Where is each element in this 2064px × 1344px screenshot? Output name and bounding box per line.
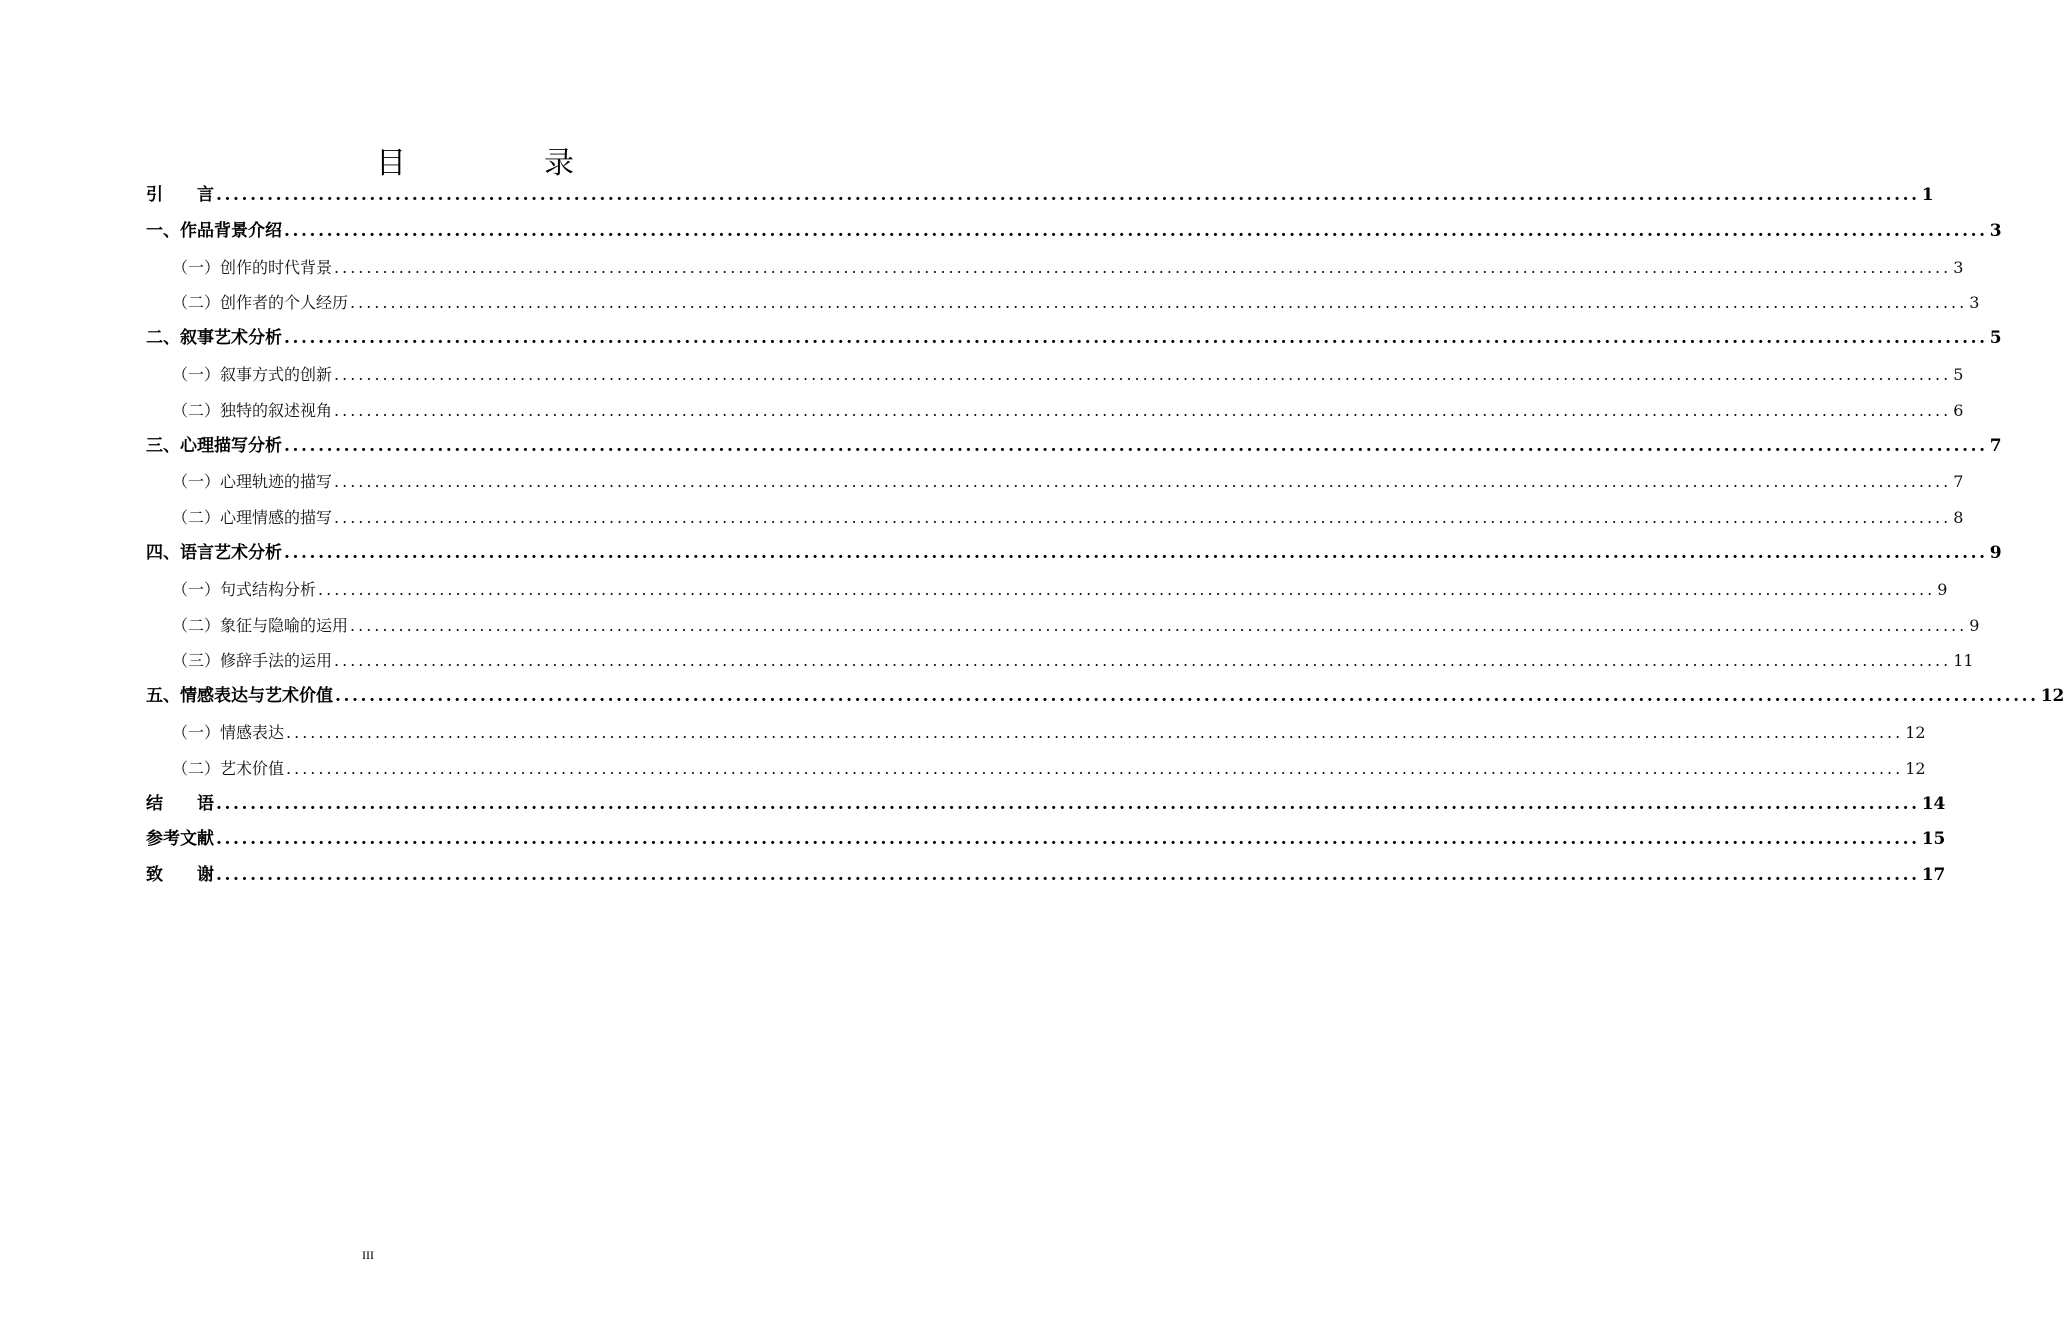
toc-entry-chapter[interactable] <box>146 429 2002 465</box>
toc-entry-label: （二）艺术价值 <box>172 758 285 778</box>
toc-leader-dots: ........................................................................................................................................................................................................ <box>334 400 1952 420</box>
toc-leader-dots: ........................................................................................................................................................................................................ <box>284 328 1988 349</box>
toc-entry-label: 致 谢 <box>146 865 214 886</box>
toc-entry-page: 9 <box>1989 542 2002 563</box>
toc-entry-chapter[interactable] <box>146 787 1946 823</box>
toc-entry-page: 3 <box>1989 220 2002 241</box>
toc-entry-section[interactable] <box>146 464 1964 500</box>
toc-entry-label: 参考文献 <box>146 829 214 850</box>
page-number: III <box>362 1248 374 1262</box>
toc-entry-section[interactable] <box>146 572 1948 608</box>
toc-entry-page: 3 <box>1969 293 1980 313</box>
toc-entry-label: 一、作品背景介绍 <box>146 220 282 241</box>
toc-entry-label: （二）独特的叙述视角 <box>172 400 333 420</box>
toc-entry-section[interactable] <box>146 250 1964 286</box>
toc-entry-label: （一）情感表达 <box>172 722 285 742</box>
toc-leader-dots: ........................................................................................................................................................................................................ <box>335 686 2039 707</box>
toc-entry-section[interactable] <box>146 715 1926 751</box>
toc-entry-chapter[interactable] <box>146 178 1934 214</box>
toc-leader-dots: ........................................................................................................................................................................................................ <box>334 651 1952 671</box>
toc-entry-page: 12 <box>2040 686 2064 707</box>
toc-leader-dots: ........................................................................................................................................................................................................ <box>318 579 1936 599</box>
toc-leader-dots: ........................................................................................................................................................................................................ <box>284 542 1988 563</box>
toc-leader-dots: ........................................................................................................................................................................................................ <box>334 472 1952 492</box>
toc-entry-page: 14 <box>1921 793 1946 814</box>
toc-entry-page: 9 <box>1969 615 1980 635</box>
toc-entry-chapter[interactable] <box>146 321 2002 357</box>
toc-entry-label: （一）创作的时代背景 <box>172 257 333 277</box>
toc-entry-label: （三）修辞手法的运用 <box>172 651 333 671</box>
toc-entry-page: 9 <box>1937 579 1948 599</box>
toc-leader-dots: ........................................................................................................................................................................................................ <box>284 220 1988 241</box>
toc-entry-label: （二）创作者的个人经历 <box>172 293 349 313</box>
toc-entry-page: 3 <box>1953 257 1964 277</box>
toc-entry-page: 15 <box>1921 829 1946 850</box>
toc-entry-page: 17 <box>1921 865 1946 886</box>
toc-entry-page: 5 <box>1989 328 2002 349</box>
toc-leader-dots: ........................................................................................................................................................................................................ <box>216 865 1920 886</box>
toc-entry-chapter[interactable] <box>146 858 1946 894</box>
toc-entry-section[interactable] <box>146 500 1964 536</box>
toc-entry-section[interactable] <box>146 285 1980 321</box>
toc-entry-label: （二）象征与隐喻的运用 <box>172 615 349 635</box>
toc-leader-dots: ........................................................................................................................................................................................................ <box>350 615 1968 635</box>
toc-entry-page: 12 <box>1905 758 1926 778</box>
toc-leader-dots: ........................................................................................................................................................................................................ <box>334 257 1952 277</box>
toc-entry-label: 四、语言艺术分析 <box>146 542 282 563</box>
toc-entry-page: 8 <box>1953 508 1964 528</box>
toc-entry-label: 结 语 <box>146 793 214 814</box>
toc-entry-chapter[interactable] <box>146 536 2002 572</box>
toc-leader-dots: ........................................................................................................................................................................................................ <box>216 793 1920 814</box>
toc-leader-dots: ........................................................................................................................................................................................................ <box>334 364 1952 384</box>
toc-entry-label: （二）心理情感的描写 <box>172 508 333 528</box>
toc-entry-section[interactable] <box>146 608 1980 644</box>
toc-entry-section[interactable] <box>146 751 1926 787</box>
toc-entry-label: 引 言 <box>146 185 214 205</box>
toc-leader-dots: ........................................................................................................................................................................................................ <box>216 185 1920 205</box>
toc-entry-label: （一）叙事方式的创新 <box>172 364 333 384</box>
toc-leader-dots: ........................................................................................................................................................................................................ <box>284 435 1988 456</box>
toc-entry-label: 三、心理描写分析 <box>146 435 282 456</box>
toc-leader-dots: ........................................................................................................................................................................................................ <box>334 508 1952 528</box>
toc-entry-chapter[interactable] <box>146 679 2064 715</box>
toc-entry-page: 5 <box>1953 364 1964 384</box>
toc-entry-page: 7 <box>1989 435 2002 456</box>
toc-entry-page: 12 <box>1905 722 1926 742</box>
toc-title: 目 录 <box>376 146 628 182</box>
toc-entry-page: 7 <box>1953 472 1964 492</box>
toc-leader-dots: ........................................................................................................................................................................................................ <box>286 758 1904 778</box>
toc-entry-label: （一）句式结构分析 <box>172 579 317 599</box>
table-of-contents <box>146 178 2064 894</box>
toc-leader-dots: ........................................................................................................................................................................................................ <box>350 293 1968 313</box>
toc-leader-dots: ........................................................................................................................................................................................................ <box>286 722 1904 742</box>
toc-entry-page: 1 <box>1921 185 1934 205</box>
toc-entry-page: 6 <box>1953 400 1964 420</box>
toc-leader-dots: ........................................................................................................................................................................................................ <box>216 829 1920 850</box>
toc-entry-label: 五、情感表达与艺术价值 <box>146 686 333 707</box>
toc-entry-chapter[interactable] <box>146 822 1946 858</box>
toc-entry-section[interactable] <box>146 643 1974 679</box>
toc-entry-page: 11 <box>1953 651 1974 671</box>
toc-entry-label: （一）心理轨迹的描写 <box>172 472 333 492</box>
toc-entry-chapter[interactable] <box>146 214 2002 250</box>
toc-entry-section[interactable] <box>146 393 1964 429</box>
toc-entry-label: 二、叙事艺术分析 <box>146 328 282 349</box>
toc-entry-section[interactable] <box>146 357 1964 393</box>
